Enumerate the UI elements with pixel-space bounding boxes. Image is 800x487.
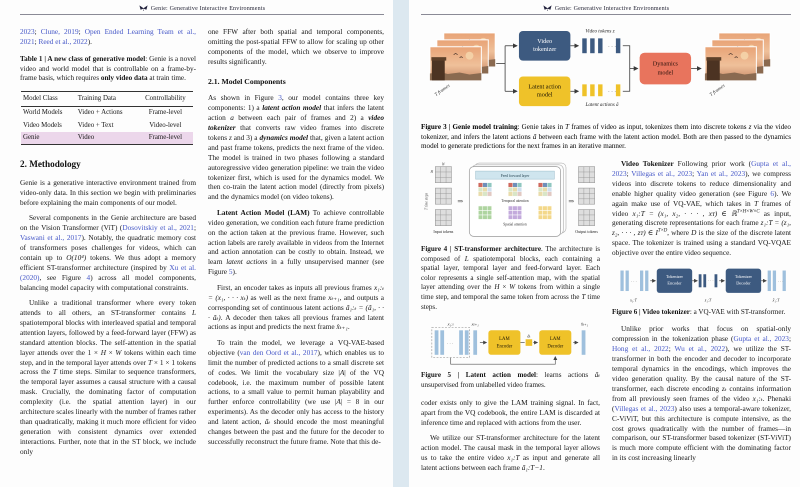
- text-segment: in a fully unsupervised manner (see Figure: [208, 257, 384, 277]
- text-segment: x̂ₜ₊₁: [336, 322, 348, 332]
- text-segment: ;: [193, 223, 196, 233]
- text-segment: and 3) a: [231, 132, 260, 142]
- text-segment: , our model contains three key components: 1) a: [208, 93, 384, 113]
- video-tokens-bars: [582, 28, 620, 53]
- citation-link[interactable]: Yan et al., 2023: [696, 168, 746, 178]
- text-segment: latent actions: [226, 257, 268, 267]
- text-segment: tokens from within a single time step, and temporal the same token from across the: [421, 283, 600, 302]
- text-segment: x₁:T: [507, 452, 520, 462]
- figure-6-video-tokenizer: [612, 264, 791, 305]
- citation-link[interactable]: 5: [228, 267, 233, 277]
- lam-encoder-label: Encoder: [496, 344, 512, 350]
- text-segment: that infers the latent action: [208, 103, 384, 122]
- text-segment: Table 1 | A new class of generative model: [20, 54, 146, 63]
- ellipsis: · · ·: [607, 88, 617, 95]
- cell: Frame-level: [137, 132, 193, 145]
- citation-link[interactable]: Hong et al., 2022: [612, 344, 669, 354]
- header-rule: [421, 14, 791, 15]
- running-title: Genie: Generative Interactive Environments: [150, 5, 266, 12]
- citation-link[interactable]: van den Oord et al., 2017: [239, 347, 318, 357]
- latent-actions-bars: [582, 84, 620, 108]
- text-segment: as input and generate all latent actions between each frame: [421, 452, 600, 472]
- text-segment: T×H×W×C: [736, 209, 760, 215]
- figure-5-diagram: [426, 319, 596, 368]
- citation-link[interactable]: Reed et al., 2022: [38, 36, 88, 46]
- text-segment: ).: [87, 36, 92, 46]
- text-segment: A: [339, 367, 345, 377]
- text-segment: T: [147, 357, 152, 367]
- text-segment: frames of video as input, tokenizes them into discrete tokens: [569, 123, 749, 131]
- genie-logo-icon: [139, 5, 148, 12]
- text-segment: ×: [105, 347, 116, 357]
- t-time-steps-label: T time steps: [424, 192, 429, 210]
- figure-3-genie-model-training: [421, 23, 791, 120]
- text-segment: ), we utilize the ST-transformer in both the encoder and decoder to incorporate temporal dynamics in the encodings, which improves the video generation quality. By the causal nature of the ST-transformer, each discrete encoding: [612, 344, 791, 393]
- x-next-label: xₜ₊₁: [471, 322, 479, 328]
- output-video-frames: [705, 33, 770, 98]
- text-segment: Figure 3 | Genie model training: [421, 123, 518, 131]
- text-segment: As shown in Figure: [208, 93, 279, 103]
- video-tokens-label: Video tokens z: [585, 28, 615, 35]
- text-segment: H: [494, 283, 500, 292]
- text-segment: Unlike a traditional transformer where every token attends to all others, an ST-transformer contains: [20, 297, 196, 317]
- text-segment: z: [229, 132, 232, 142]
- text-segment: z: [748, 123, 752, 131]
- t-frames-label-input: T frames: [434, 83, 452, 98]
- text-segment: ) across all model components, balancing model capacity with computational constraints.: [20, 272, 196, 292]
- table-1: [21, 91, 193, 145]
- text-segment: ).: [232, 267, 237, 277]
- text-segment: only video data: [100, 74, 148, 83]
- right-column-1: [421, 159, 600, 478]
- text-segment: x₁:T = (x₁, x₂, · · · , xᴛ) ∈ ℝ: [632, 208, 737, 218]
- subsection-heading-model-components: 2.1. Model Components: [208, 76, 286, 86]
- text-segment: Genie is a generative interactive environment trained from video-only data. In this section we begin with preliminaries before explaining the main components of our model.: [20, 177, 196, 207]
- right-arrow-glyph: ⇒: [457, 197, 464, 206]
- text-segment: T: [565, 123, 570, 131]
- right-arrow-glyph: ⇒: [568, 197, 575, 206]
- paragraph: [208, 208, 384, 277]
- paragraph: [421, 433, 600, 473]
- page-left: [0, 0, 393, 487]
- text-segment: A: [336, 397, 341, 407]
- text-segment: : Genie takes in: [517, 123, 566, 131]
- table-header-model-class: Model Class: [21, 92, 76, 106]
- text-segment: Figure 4 | ST-transformer architecture: [421, 244, 541, 253]
- video-tokenizer-label: Video: [537, 37, 553, 45]
- text-segment: spatiotemporal blocks with interleaved spatial and temporal attention layers, followed by a feed-forward layer (FFW) as standard attention blocks. The self-attention in the spatial layer attends over the 1 ×: [20, 317, 196, 357]
- figure-6-diagram: [614, 264, 789, 305]
- st-block-card: [469, 163, 566, 236]
- text-segment: , and outputs a corresponding set of continuous latent actions: [208, 292, 384, 312]
- text-segment: ;: [78, 27, 85, 36]
- text-segment: . The architecture is composed of: [421, 244, 600, 263]
- text-segment: Unlike prior works that focus on spatial-only compression in the tokenization phase (: [612, 324, 791, 344]
- text-segment: ;: [788, 334, 791, 344]
- paragraph: [612, 159, 791, 258]
- text-segment: H: [100, 347, 106, 357]
- cell: Frame-level: [148, 109, 183, 117]
- text-segment: T: [754, 198, 759, 208]
- paragraph-references: [20, 27, 196, 47]
- text-segment: at train time.: [147, 74, 186, 83]
- text-segment: between each pair of frames and 2) a: [233, 113, 369, 122]
- text-segment: should encode the most meaningful changes between the past and the future for the decoder to successfully reconstruct the future frame. Note that this de-: [208, 417, 384, 447]
- running-title: Genie: Generative Interactive Environments: [554, 5, 670, 12]
- text-segment: . A decoder then takes all previous frames and latent actions as input and predicts the next frame: [208, 312, 385, 332]
- text-segment: ãₜ: [264, 417, 271, 427]
- header-rule: [20, 14, 384, 15]
- text-segment: ×: [499, 283, 510, 292]
- citation-link[interactable]: 3: [278, 93, 282, 103]
- ellipsis: · · ·: [446, 340, 453, 346]
- ellipsis: · · ·: [607, 44, 617, 51]
- video-tokenizer-label: tokenizer: [533, 46, 557, 54]
- text-segment: First, an encoder takes as inputs all previous frames: [217, 282, 374, 292]
- text-segment: : a VQ-VAE with ST-transformer.: [689, 307, 786, 316]
- section-heading-methodology: 2. Methodology: [20, 159, 81, 170]
- x-prev-label: x₁:ₜ: [447, 322, 454, 328]
- text-segment: : Genie is a novel video and world model that is controllable on a frame-by-frame basis, which requires: [20, 54, 196, 83]
- text-segment: ). Notably, the quadratic memory cost of transformers poses challenges for videos, which can contain up to: [20, 232, 196, 262]
- table-1-caption: [20, 55, 196, 84]
- text-segment: is the size of the discrete latent space. The tokenizer is trained using a standard VQ-VQAE objective over the entire video sequence.: [612, 228, 791, 258]
- text-segment: zₜ: [721, 383, 727, 393]
- figure-4-diagram: [421, 161, 600, 242]
- citation-link[interactable]: 6: [770, 188, 775, 198]
- dynamics-model-label: model: [657, 69, 674, 77]
- cell: Video + Actions: [77, 109, 123, 117]
- text-segment: ;: [692, 168, 697, 178]
- text-segment: | = 8 in our experiments). As the decoder only has access to the history and latent action,: [208, 397, 384, 427]
- text-segment: Latent Action Model (LAM): [217, 207, 310, 217]
- text-segment: that converts raw video frames into discrete tokens: [208, 122, 384, 142]
- text-segment: . Phenaki (: [612, 393, 791, 413]
- citation-link[interactable]: 4: [86, 272, 91, 282]
- paragraph: [421, 398, 600, 428]
- citation-link[interactable]: Clune, 2019: [40, 27, 79, 36]
- citation-link[interactable]: Open Ended Learning Team et al., 2021: [20, 27, 196, 46]
- text-segment: .: [347, 322, 350, 332]
- paragraph: [20, 178, 196, 208]
- citation-link[interactable]: Gupta et al., 2023: [733, 334, 789, 344]
- citation-link[interactable]: Gupta et al., 2023: [612, 158, 791, 178]
- temporal-attention-label: Temporal attention: [501, 198, 529, 203]
- text-segment: as well as the next frame: [248, 292, 329, 302]
- text-segment: W: [115, 347, 122, 357]
- text-segment: D: [691, 228, 697, 238]
- paragraph: [208, 338, 384, 447]
- output-tokens-label: Output tokens: [575, 228, 598, 234]
- table-row: [21, 106, 193, 119]
- input-token-grids: [424, 162, 454, 233]
- figure-5-caption: [421, 371, 600, 390]
- citation-link[interactable]: Vaswani et al., 2017: [20, 232, 82, 242]
- tokenizer-encoder-box: [657, 268, 692, 292]
- table-row-genie-highlighted: [21, 132, 193, 145]
- text-segment: To achieve controllable video generation, we condition each future frame prediction on the action taken at the previous frame. However, such action labels are rarely available in videos from the Internet and action annotation can be costly to obtain. Instead, we learn: [208, 207, 384, 267]
- text-segment: a: [230, 113, 234, 122]
- text-segment: ), which enables us to limit the number of predicted actions to a small discrete set of codes. We limit the vocabulary size |: [208, 347, 384, 377]
- lam-encoder-label: LAM: [498, 337, 510, 343]
- text-segment: spatiotemporal blocks, each containing a spatial layer, temporal layer and feed-forward layer. Each color represents a single self-attention map, with the spatial layer attending over the: [421, 254, 600, 292]
- text-segment: W: [509, 283, 516, 292]
- citation-link[interactable]: 2023: [20, 27, 35, 36]
- text-segment: latent action model: [262, 103, 322, 113]
- text-segment: tokens. We thus adopt a memory efficient ST-transformer architecture (inspired by: [20, 252, 196, 272]
- dynamics-model-label: Dynamics: [652, 60, 678, 68]
- text-segment: time steps.: [421, 293, 600, 311]
- paragraph: [20, 213, 196, 292]
- text-segment: between each frame with the latent action model. Both are then passed to the dynamics model to generate predictions for the next frames in an iterative manner.: [421, 132, 791, 151]
- ellipsis: · · ·: [631, 279, 637, 284]
- spatial-attention-label: Spatial attention: [503, 222, 527, 227]
- ellipsis: · · ·: [777, 279, 784, 284]
- page-header-left: [20, 5, 384, 12]
- text-segment: Video Tokenizer: [621, 158, 674, 168]
- paragraph: [612, 324, 791, 463]
- text-segment: ãₜ: [594, 371, 600, 380]
- text-segment: L: [464, 254, 469, 263]
- table-header-controllability: Controllability: [137, 92, 193, 106]
- text-segment: , see Figure: [39, 272, 87, 282]
- lam-decoder-label: LAM: [549, 337, 561, 343]
- text-segment: We utilize our ST-transformer architecture for the latent action model. The causal mask in the temporal layer allows us to take the entire video: [421, 432, 600, 462]
- text-segment: ;: [668, 344, 675, 354]
- text-segment: To train the model, we leverage a VQ-VAE-based objective (: [208, 337, 384, 357]
- text-segment: dynamics model: [259, 132, 309, 142]
- text-segment: contains information from all previously seen frames of the video: [612, 383, 791, 403]
- citation-link[interactable]: Dosovitskiy et al., 2021: [122, 223, 194, 233]
- text-segment: ;: [34, 27, 41, 36]
- text-segment: T×D: [657, 228, 668, 234]
- output-token-grids: [575, 167, 598, 234]
- input-tokens-label: Input tokens: [433, 228, 454, 234]
- text-segment: , where: [667, 228, 692, 238]
- dynamics-model-box: [640, 53, 691, 85]
- table-row: [21, 119, 193, 132]
- text-segment: z₁:T = (z₁, z₂, · · · , zᴛ) ∈ I: [612, 218, 792, 238]
- text-segment: unsupervised from unlabelled video frames.: [421, 381, 546, 390]
- text-segment: ) also uses a temporal-aware tokenizer, C-ViViT, but this architecture is compute intensive, as the cost grows quadratically with the number of frames—in comparison, our ST-transformer based tokenizer (ST-ViViT) is much more compute efficient with the dominating factor in its cost increasing linearly: [612, 403, 791, 463]
- latent-action-label: Latent action: [528, 83, 561, 91]
- text-segment: frames of video: [612, 198, 791, 218]
- text-segment: | of the VQ codebook, i.e. the maximum number of possible latent actions, to a small value to permit human playability and further enforce controllability (we use |: [208, 367, 384, 407]
- text-segment: x₁:ₜ: [752, 393, 763, 403]
- text-segment: ;: [34, 36, 39, 46]
- z-tokens-label: z₁:T: [704, 296, 712, 302]
- text-segment: T: [581, 293, 586, 302]
- box-to-tokens-arrows: [570, 46, 578, 92]
- tokenizer-decoder-box: [726, 268, 761, 292]
- right-column-2: [612, 159, 791, 478]
- lam-decoder-label: Decoder: [546, 344, 563, 350]
- text-segment: ã₁:ₜ = (ã₁, · · · ãₜ): [208, 302, 384, 322]
- t-frames-label-output: T frames: [709, 83, 727, 98]
- text-segment: .: [542, 462, 545, 472]
- citation-link[interactable]: Villegas et al., 2023: [631, 168, 693, 178]
- text-segment: xₜ₊₁: [328, 292, 340, 302]
- genie-logo-icon: [543, 5, 552, 12]
- tokens-to-dynamics-arrows: [623, 46, 638, 92]
- tokenizer-encoder-label: Encoder: [667, 280, 682, 286]
- cell: Video Models: [23, 121, 62, 129]
- latent-action-model-box: [519, 76, 570, 106]
- video-tokenizer-box: [519, 31, 570, 61]
- text-segment: coder exists only to give the LAM training signal. In fact, apart from the VQ codebook, the entire LAM is discarded at inference time and replaced with actions from the user.: [421, 397, 600, 427]
- text-segment: x₁:ₜ = (x₁, · · · xₜ): [208, 282, 384, 302]
- figure-4-st-transformer: [421, 161, 600, 242]
- text-segment: Several components in the Genie architecture are based on the Vision Transformer (ViT) (: [20, 213, 196, 233]
- text-segment: Following prior work (: [673, 158, 752, 168]
- latent-actions-label: Latent actions ã: [585, 102, 619, 109]
- text-segment: Figure 6 | Video tokenizer: [612, 307, 690, 316]
- citation-link[interactable]: Xu et al. (2020): [20, 262, 196, 282]
- figure-5-latent-action-model: [421, 319, 600, 368]
- text-segment: L: [191, 307, 196, 317]
- input-connectors: [496, 46, 517, 92]
- text-segment: one FFW after both spatial and temporal components, omitting the post-spatial FFW to allow for scaling up other components of the model, which we observe to improve results significantly.: [208, 27, 384, 66]
- x-in-label: x₁:T: [630, 296, 637, 302]
- cell: Video: [76, 132, 138, 145]
- citation-link[interactable]: Wu et al., 2022: [674, 344, 726, 354]
- cell: Genie: [21, 132, 76, 145]
- page-header-right: [421, 5, 791, 12]
- text-segment: video tokenizer: [208, 113, 384, 132]
- text-segment: × 1 × 1 tokens across the: [20, 357, 196, 377]
- latent-action-label: model: [536, 91, 553, 99]
- latent-action-token: [525, 340, 532, 347]
- text-segment: time steps. Similar to sequence transformers, the temporal layer assumes a causal structure with a causal mask. Crucially, the dominating factor of computation complexity (i.e. the spatial attention layer) in our architecture scales linearly with the number of frames rather than quadratically, making it much more efficient for video generation with consistent dynamics over extended interactions. Further, note that in the ST block, we include only: [20, 367, 196, 456]
- text-segment: via the video tokenizer, and infers the latent actions: [421, 123, 791, 141]
- lam-encoder-box: [488, 331, 520, 356]
- predicted-frame-bar: [581, 331, 585, 356]
- text-segment: ;: [626, 168, 632, 178]
- figure-6-caption: [612, 308, 791, 318]
- text-segment: ). We again make use of VQ-VAE, which takes in: [612, 188, 791, 208]
- tokenizer-encoder-label: Tokenizer: [665, 273, 683, 279]
- text-segment: O(10⁴): [66, 252, 87, 262]
- cell: Video-level: [149, 121, 182, 129]
- cell: World Models: [23, 109, 63, 117]
- text-segment: : learns actions: [536, 371, 595, 380]
- latent-action-token-label: ãₜ: [526, 333, 530, 339]
- left-column-1: [20, 27, 196, 462]
- paragraph: [208, 93, 384, 202]
- lam-decoder-box: [539, 331, 571, 356]
- text-segment: ã: [532, 132, 537, 141]
- page-gap: [393, 0, 409, 487]
- left-column-2: [208, 27, 384, 462]
- text-segment: Figure 5 | Latent action model: [421, 371, 537, 380]
- tokenizer-decoder-label: Decoder: [736, 280, 751, 286]
- x-hat-label: x̂ₜ₊₁: [580, 322, 588, 328]
- text-segment: as input, generating discrete representations for each frame: [612, 208, 791, 228]
- paragraph: [20, 298, 196, 457]
- text-segment: tokens within each time step, and in the temporal layer attends over: [20, 347, 197, 367]
- next-frame-bar: [473, 331, 477, 356]
- input-video-frames: [430, 33, 495, 98]
- text-segment: T: [52, 367, 57, 377]
- citation-link[interactable]: Villegas et al., 2023: [614, 403, 675, 413]
- paragraph: [208, 283, 384, 333]
- cell: Video + Text: [77, 121, 114, 129]
- tokenizer-decoder-label: Tokenizer: [734, 273, 752, 279]
- text-segment: that, given a latent action and past frame tokens, predicts the next frame of the video. The model is trained in two phases following a standard autoregressive video generation pipeline: we train the video tokenizer first, which is used for the dynamics model. We then co-train the latent action model (directly from pixels) and the dynamics model (on video tokens).: [208, 132, 384, 202]
- w-dim-label: W: [441, 162, 445, 167]
- figure-3-diagram: [422, 23, 790, 120]
- ellipsis: · · ·: [708, 278, 714, 283]
- x-out-label: x̂₁:T: [772, 296, 780, 302]
- page-right: [409, 0, 800, 487]
- text-segment: ã₁:T−1: [521, 462, 543, 472]
- figure-4-caption: [421, 245, 600, 312]
- table-header-training-data: Training Data: [76, 92, 138, 106]
- h-dim-label: H: [430, 169, 434, 174]
- feed-forward-label: Feed forward layer: [500, 173, 530, 178]
- figure-3-caption: [421, 123, 791, 152]
- paragraph: [208, 27, 384, 67]
- text-segment: ), we compress videos into discrete tokens to reduce dimensionality and enable higher quality video generation (see Figure: [612, 168, 791, 198]
